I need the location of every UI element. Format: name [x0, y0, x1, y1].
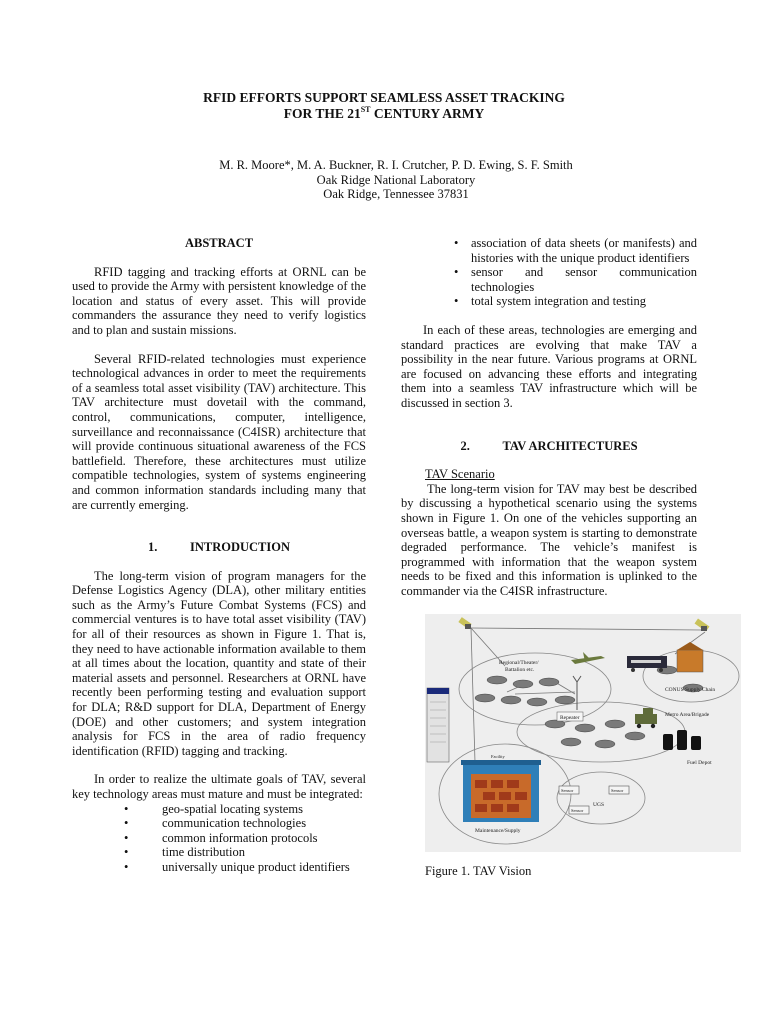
tech-area-list-continued [401, 236, 697, 309]
list-item: • sensor and sensor communication technologies [401, 265, 697, 294]
antenna-icon [573, 676, 581, 710]
abstract-heading: ABSTRACT [184, 236, 254, 250]
aircraft-icon [571, 652, 605, 664]
tav-vision-figure [425, 614, 741, 852]
sensor-label: Sensor [561, 788, 574, 793]
conus-label: CONUS Supply Chain [665, 687, 716, 693]
vehicle-icon [635, 708, 657, 728]
figure-caption: Figure 1. TAV Vision [425, 864, 532, 878]
list-item: • geo-spatial locating systems [72, 802, 366, 817]
scenario-paragraph: The long-term vision for TAV may best be described by discussing a hypothetical scenario using the systems shown in Figure 1. On one of the vehicles supporting an overseas battle, a weapon system is starting to demonstrate degraded performance. The vehicle’s manifest is programmed with information that the weapon system needs to be fixed and this information is uplinked to the commander via the C4ISR infrastructure. [401, 481, 697, 598]
evolving-practices-paragraph: In each of these areas, technologies are emerging and standard practices are evolving that make TAV a possibility in the near future. Various programs at ORNL are focused on advancing these efforts and integrating them into a seamless TAV infrastructure which will be discussed in section 3. [401, 322, 697, 410]
satellite-icon [695, 619, 710, 632]
satellite-icon [458, 617, 471, 629]
paper-title [0, 90, 768, 122]
abstract-paragraph-1: RFID tagging and tracking efforts at ORNL can be used to provide the Army with persistent knowledge of the location and status of every asset. This will provide commanders the assurance they need to verify logistics and to plan and sustain missions. [72, 264, 366, 337]
maintenance-label: Maintenance/Supply [475, 828, 521, 834]
maintenance-facility-icon [461, 760, 541, 822]
list-item: • time distribution [72, 845, 366, 860]
ugs-zone [557, 772, 645, 824]
terminal-window-icon [427, 688, 449, 762]
list-item: • total system integration and testing [401, 294, 697, 309]
fuel-depot-label: Fuel Depot [687, 760, 712, 766]
intro-heading: 1. INTRODUCTION [147, 540, 290, 555]
facility-label: Facility [491, 754, 505, 759]
author-block [0, 158, 768, 202]
left-column [72, 236, 366, 875]
list-item: • common information protocols [72, 831, 366, 846]
title-line-1: RFID EFFORTS SUPPORT SEAMLESS ASSET TRACKING [203, 90, 565, 105]
title-line-2: FOR THE 21ST CENTURY ARMY [283, 105, 485, 121]
metro-label: Metro Area/Brigade [665, 712, 710, 718]
ugs-label: UGS [593, 802, 605, 808]
architectures-heading: 2. TAV ARCHITECTURES [460, 438, 638, 453]
scenario-subheading: TAV Scenario [425, 467, 495, 482]
list-item: • association of data sheets (or manifests) and histories with the unique product identifiers [401, 236, 697, 265]
affiliation: Oak Ridge National Laboratory [316, 172, 476, 187]
intro-paragraph-1: The long-term vision of program managers for the Defense Logistics Agency (DLA), other military entities such as the Army’s Future Combat Systems (FCS) and commercial ventures is to have total asset visibility (TAV) for all of their resources as shown in Figure 1. That is, they need to have actionable information available to them at all times about the location, quantity and state of their material assets and personnel. Researchers at ORNL have recently been performing testing and evaluation support for DLA; R&D support for DLA, Department of Energy (DOE) and other customers; and system integration analysis for FCS in the area of radio frequency identification (RFID) tagging and tracking. [72, 568, 366, 758]
sensor-label: Sensor [611, 788, 624, 793]
sensor-label: Sensor [571, 808, 584, 813]
right-column [401, 236, 697, 598]
battalion-label: Battalion etc. [505, 667, 535, 673]
list-item: • universally unique product identifiers [72, 860, 366, 875]
truck-icon [627, 656, 667, 672]
fuel-depot-icon [663, 730, 701, 750]
tav-diagram [425, 614, 741, 852]
tech-area-list [72, 802, 366, 875]
list-item: • communication technologies [72, 816, 366, 831]
repeater-label: Repeater [560, 715, 580, 721]
authors: M. R. Moore*, M. A. Buckner, R. I. Crutcher, P. D. Ewing, S. F. Smith [219, 158, 573, 172]
abstract-paragraph-2: Several RFID-related technologies must experience technological advances in order to meet the requirements of a seamless total asset visibility (TAV) architecture. This TAV architecture must dovetail with the command, control, communications, computer, intelligence, surveillance and reconnaissance (C4ISR) architecture that will provide continuous situational awareness of the FCS battlefield. Therefore, these architectures must utilize compatible technologies, system of systems engineering and common information standards including many that are currently emerging. [72, 351, 366, 512]
regional-label: Regional/Theater/ [499, 660, 539, 666]
address: Oak Ridge, Tennessee 37831 [323, 187, 469, 201]
intro-paragraph-2: In order to realize the ultimate goals of TAV, several key technology areas must mature and must be integrated: [72, 772, 366, 801]
warehouse-icon [677, 642, 703, 672]
